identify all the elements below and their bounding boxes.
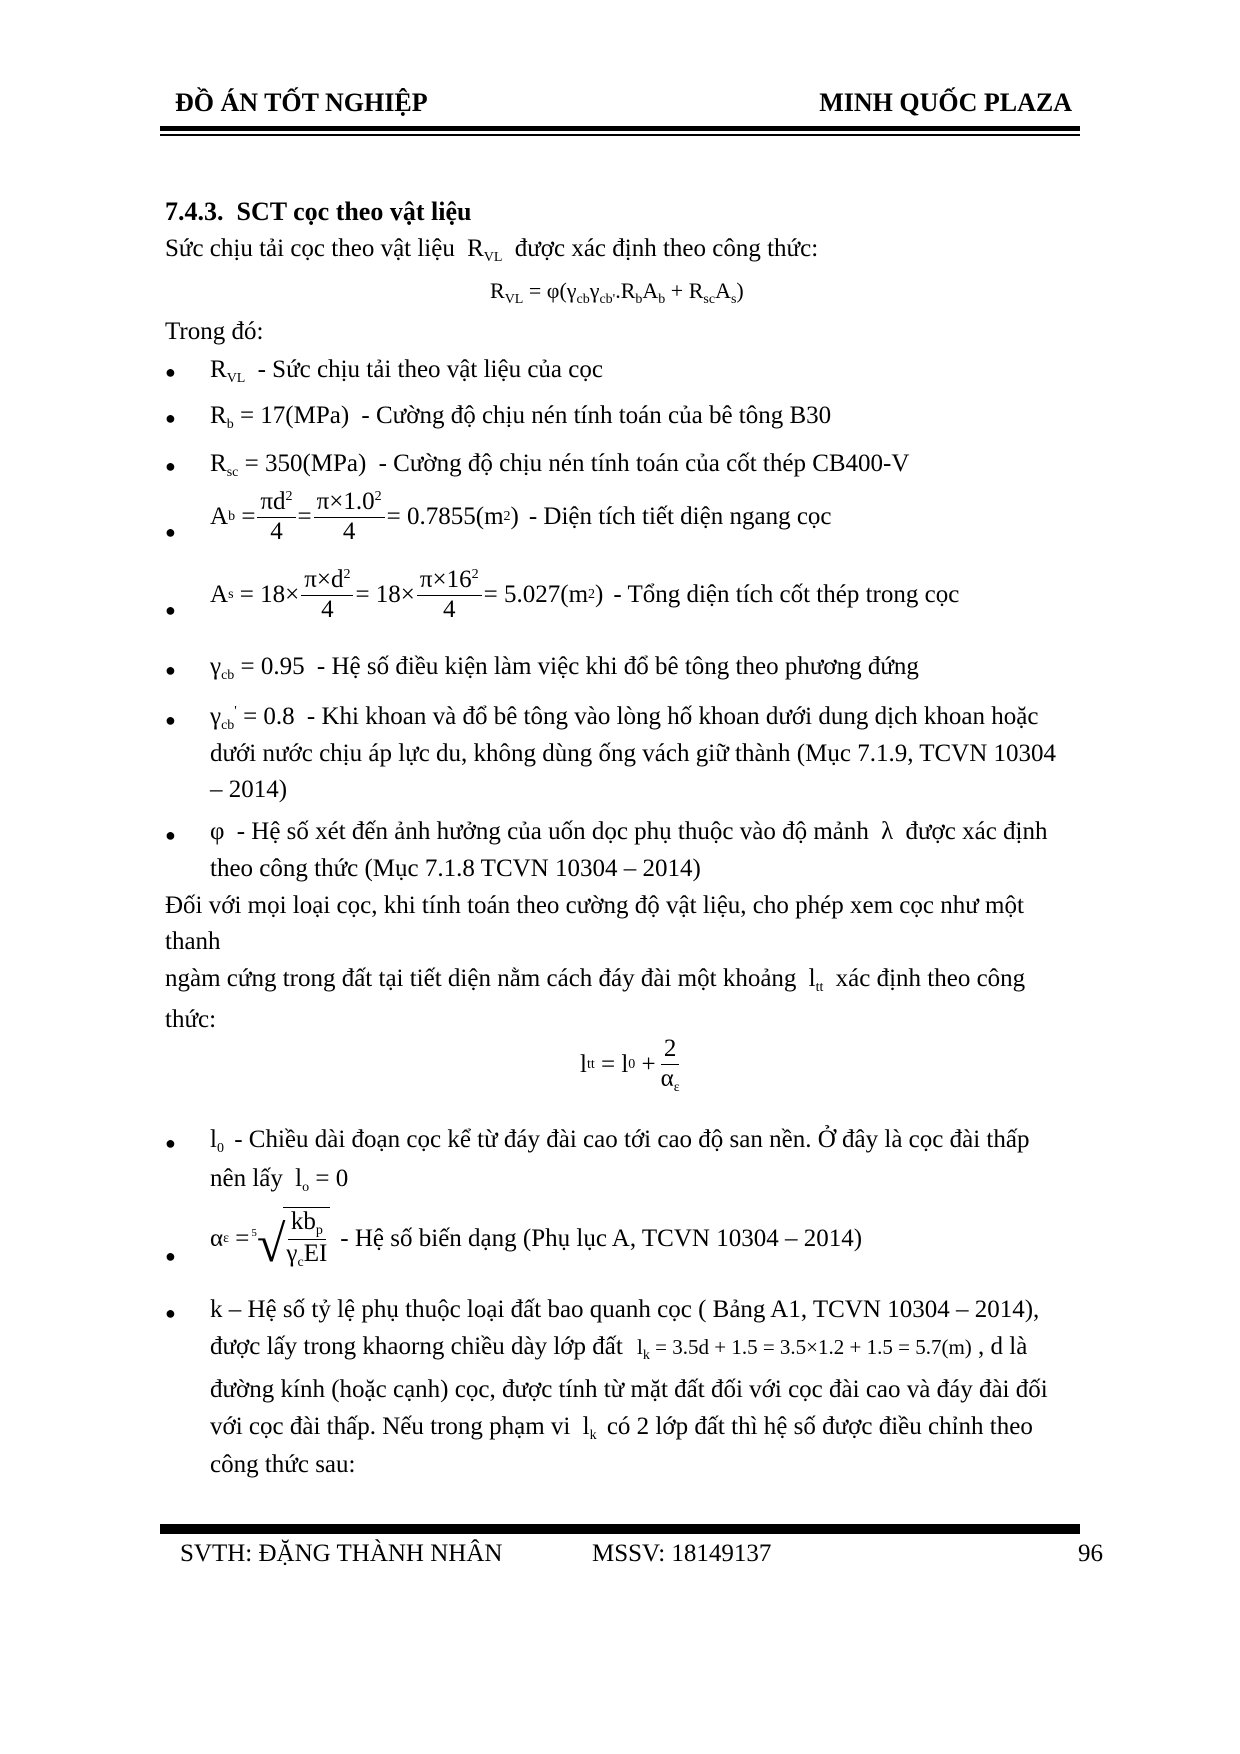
bullet-icon: ● [165, 710, 176, 730]
bullet-phi: φ - Hệ số xét đến ảnh hưởng của uốn dọc phụ thuộc vào độ mảnh λ được xác định [210, 818, 1048, 845]
bullet-as: A s = 18× $\frac{\pi\times d^2}{4}$ = 18× $\frac{\pi\times 16^2}{4}$ = 5.027(m 2 ) - Tổng diện tích cốt thép trong cọc [210, 566, 960, 623]
bullet-rb: $R_b = 17(MPa)$ - Cường độ chịu nén tính toán của bê tông B30 [210, 402, 832, 432]
fraction: $\frac{2}{\alpha_\varepsilon}$ [660, 1035, 680, 1095]
bullet-phi-line2: theo công thức (Mục 7.1.8 TCVN 10304 – 2014) [210, 855, 701, 882]
formula-rvl: $R_{VL} = \varphi(\gamma_{cb}\gamma_{cb'}.R_bA_b + R_{sc}A_s)$ [490, 278, 744, 307]
header-rule-thin [160, 134, 1080, 136]
bullet-gamma-cb: $\gamma_{cb} = 0.95$ - Hệ số điều kiện làm việc khi đổ bê tông theo phương đứng [210, 653, 919, 683]
fraction: $\frac{kb_p}{\gamma_cEI}$ [283, 1207, 330, 1271]
fraction: $\frac{\pi\times d^2}{4}$ [301, 566, 353, 625]
footer-mssv: MSSV: 18149137 [592, 1540, 772, 1567]
bullet-alpha: α ε = 5 √ $\frac{kb_p}{\gamma_cEI}$ - Hệ số biến dạng (Phụ lục A, TCVN 10304 – 2014) [210, 1208, 863, 1274]
bullet-ab: A b = $\frac{\pi d^2}{4}$ = $\frac{\pi\times 1.0^2}{4}$ = 0.7855(m 2 ) - Diện tích tiết diện ngang cọc [210, 488, 832, 545]
bullet-icon: ● [165, 1246, 176, 1266]
paragraph-line: ngàm cứng trong đất tại tiết diện nằm cách đáy đài một khoảng $l_{tt}$ xác định theo công [165, 965, 1026, 995]
bullet-icon: ● [165, 1303, 176, 1323]
section-number: 7.4.3. [165, 197, 224, 226]
bullet-l0: $l_0$ - Chiều dài đoạn cọc kể từ đáy đài cao tới cao độ san nền. Ở đây là cọc đài thấp [210, 1126, 1030, 1156]
bullet-k-line3: đường kính (hoặc cạnh) cọc, được tính từ mặt đất đối với cọc đài cao và đáy đài đối [210, 1376, 1048, 1403]
page-number: 96 [1078, 1540, 1103, 1567]
fraction: $\frac{\pi\times 16^2}{4}$ [417, 566, 482, 625]
bullet-icon: ● [165, 522, 176, 542]
header-left: ĐỒ ÁN TỐT NGHIỆP [175, 88, 428, 117]
bullet-k-line5: công thức sau: [210, 1451, 356, 1478]
bullet-icon: ● [165, 456, 176, 476]
bullet-rsc: $R_{sc} = 350(MPa)$ - Cường độ chịu nén tính toán của cốt thép CB400-V [210, 450, 910, 480]
bullet-icon: ● [165, 1133, 176, 1153]
header-rule-thick [160, 126, 1080, 131]
paragraph-line: Đối với mọi loại cọc, khi tính toán theo cường độ vật liệu, cho phép xem cọc như một [165, 892, 1024, 919]
footer-rule [160, 1524, 1080, 1534]
paragraph-line: thức: [165, 1006, 217, 1033]
bullet-gamma-cb-prime-line3: – 2014) [210, 776, 288, 803]
paragraph-line: thanh [165, 928, 221, 955]
bullet-icon: ● [165, 600, 176, 620]
formula-ltt: l tt = l 0 + $\frac{2}{\alpha_\varepsilon}$ [580, 1035, 685, 1096]
header-right: MINH QUỐC PLAZA [819, 88, 1072, 117]
intro-line: Sức chịu tải cọc theo vật liệu $R_{VL}$ được xác định theo công thức: [165, 235, 819, 265]
bullet-icon: ● [165, 408, 176, 428]
bullet-k-line2: được lấy trong khaorng chiều dày lớp đất $l_k = 3.5d + 1.5 = 3.5\times 1.2 + 1.5 = 5.7(m)$ , d là [210, 1333, 1028, 1363]
bullet-icon: ● [165, 362, 176, 382]
bullet-k-line4: với cọc đài thấp. Nếu trong phạm vi $l_k$ có 2 lớp đất thì hệ số được điều chỉnh theo [210, 1413, 1033, 1443]
section-heading [165, 197, 471, 227]
where-label: Trong đó: [165, 318, 264, 345]
root-expression: 5 √ $\frac{kb_p}{\gamma_cEI}$ [251, 1207, 332, 1271]
bullet-gamma-cb-prime: $\gamma_{cb}' = 0.8$ - Khi khoan và đổ bê tông vào lòng hố khoan dưới dung dịch khoan hoặc [210, 703, 1039, 733]
bullet-rvl: $R_{VL}$ - Sức chịu tải theo vật liệu của cọc [210, 356, 603, 386]
fraction: $\frac{\pi\times 1.0^2}{4}$ [314, 488, 385, 547]
footer-student: SVTH: ĐẶNG THÀNH NHÂN [180, 1540, 503, 1567]
section-title: SCT cọc theo vật liệu [236, 197, 472, 226]
bullet-gamma-cb-prime-line2: dưới nước chịu áp lực du, không dùng ống vách giữ thành (Mục 7.1.9, TCVN 10304 [210, 740, 1057, 767]
bullet-k: k – Hệ số tỷ lệ phụ thuộc loại đất bao quanh cọc ( Bảng A1, TCVN 10304 – 2014), [210, 1296, 1040, 1323]
bullet-icon: ● [165, 825, 176, 845]
bullet-l0-line2: nên lấy $l_o = 0$ [210, 1165, 349, 1195]
radical-icon: √ [256, 1216, 286, 1274]
bullet-icon: ● [165, 660, 176, 680]
fraction: $\frac{\pi d^2}{4}$ [257, 488, 295, 547]
